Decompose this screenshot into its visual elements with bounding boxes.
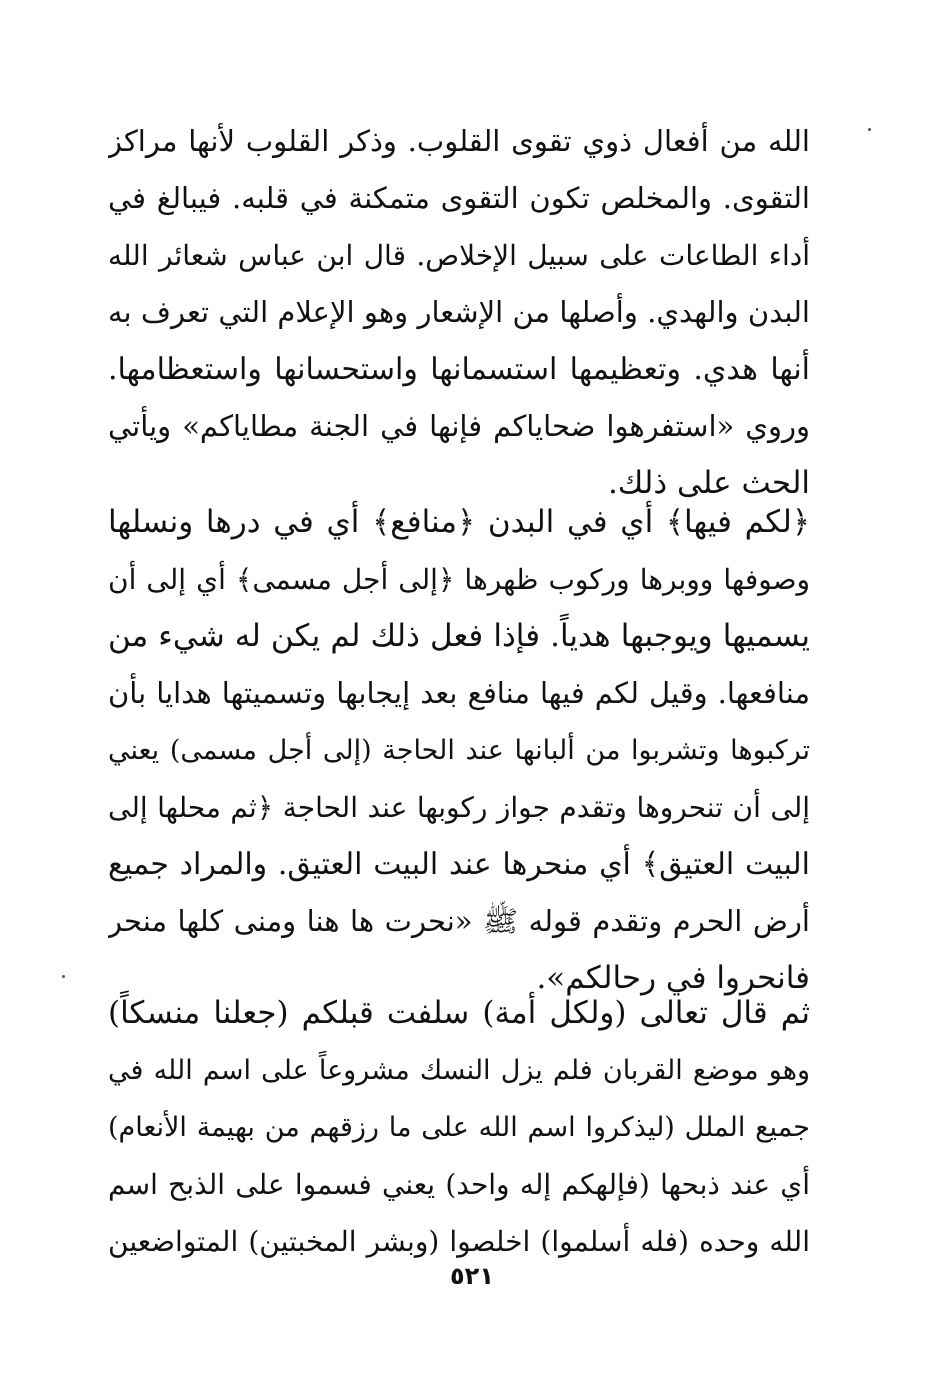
text-line: وهو موضع القربان فلم يزل النسك مشروعاً على اسم الله في [108,1055,810,1086]
text-line: أنها هدي. وتعظيمها استسمانها واستحسانها واستعظامها. [108,352,810,387]
text-line: أي عند ذبحها (فإلهكم إله واحد) يعني فسموا على الذبح اسم [108,1168,810,1201]
text-line: التقوى. والمخلص تكون التقوى متمكنة في قلبه. فيبالغ في [108,181,810,215]
paragraph-1 [108,113,810,512]
text-line: الله وحده (فله أسلموا) اخلصوا (وبشر المخبتين) المتواضعين [108,1225,810,1258]
text-line: وصوفها ووبرها وركوب ظهرها ﴿إلى أجل مسمى﴾ أي إلى أن [108,563,810,596]
text-line: جميع الملل (ليذكروا اسم الله على ما رزقهم من بهيمة الأنعام) [108,1112,810,1143]
text-line: البدن والهدي. وأصلها من الإشعار وهو الإعلام التي تعرف به [108,295,810,329]
text-line: يسميها ويوجبها هدياً. فإذا فعل ذلك لم يكن له شيء من [108,618,810,654]
text-line: فانحروا في رحالكم». [536,960,810,996]
text-line: إلى أن تنحروها وتقدم جواز ركوبها عند الحاجة ﴿ثم محلها إلى [108,791,810,824]
text-line: الله من أفعال ذوي تقوى القلوب. وذكر القلوب لأنها مراكز [108,124,810,158]
text-line: وروي «استفرهوا ضحاياكم فإنها في الجنة مطاياكم» ويأتي [108,409,810,443]
text-line: ﴿لكم فيها﴾ أي في البدن ﴿منافع﴾ أي في درها ونسلها [108,504,810,540]
text-line: أداء الطاعات على سبيل الإخلاص. قال ابن عباس شعائر الله [108,239,810,272]
text-line: البيت العتيق﴾ أي منحرها عند البيت العتيق. والمراد جميع [108,847,810,882]
text-line: أرض الحرم وتقدم قوله ﷺ «نحرت ها هنا ومنى كلها منحر [108,904,810,938]
page-number: ٥٢١ [450,1262,494,1290]
paragraph-3 [108,985,810,1270]
scan-speck [868,128,871,131]
text-line: الحث على ذلك. [607,465,810,501]
text-line: منافعها. وقيل لكم فيها منافع بعد إيجابها وتسميتها هدايا بأن [108,676,810,710]
text-line: تركبوها وتشربوا من ألبانها عند الحاجة (إلى أجل مسمى) يعني [108,735,810,766]
scan-speck [62,975,65,978]
paragraph-2 [108,494,810,1007]
text-line: ثم قال تعالى (ولكل أمة) سلفت قبلكم (جعلنا منسكاً) [108,995,810,1031]
